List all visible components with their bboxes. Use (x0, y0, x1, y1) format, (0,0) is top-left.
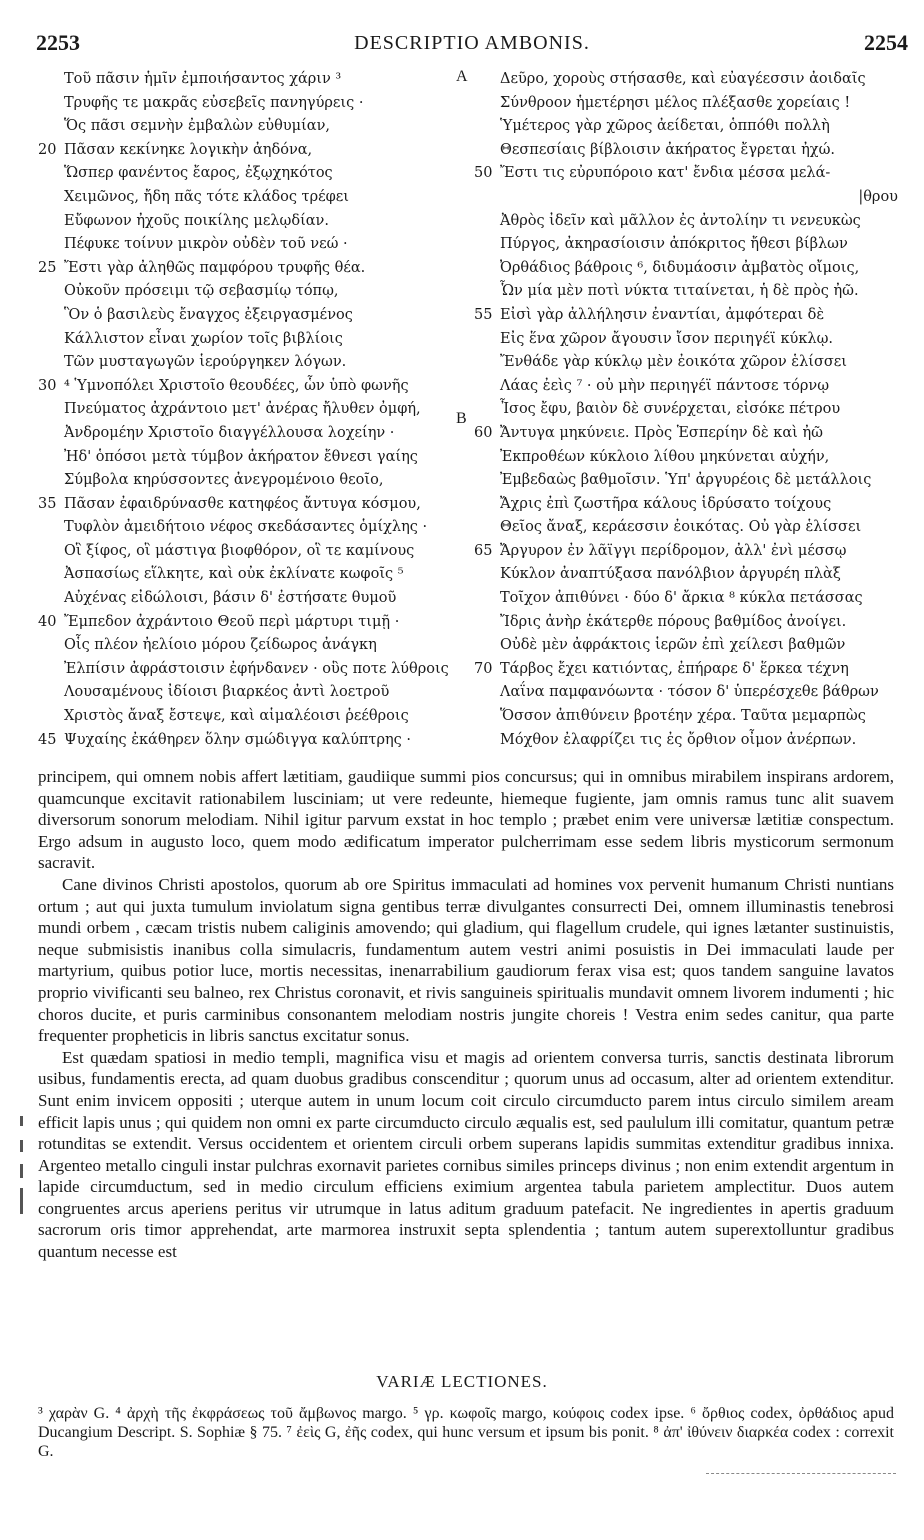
verse-line (474, 210, 904, 234)
verse-number: 40 (38, 613, 57, 630)
verse-text: Λάας ἐεὶς ⁷ · οὐ μὴν περιηγέϊ πάντοσε τόρνῳ (500, 377, 830, 394)
verse-number: 30 (38, 377, 57, 394)
page-number-right: 2254 (864, 30, 908, 55)
verse-text: Ἀθρὸς ἰδεῖν καὶ μᾶλλον ἐς ἀντολίην τι νενευκὼς (500, 212, 861, 229)
verse-text: Πέφυκε τοίνυν μικρὸν οὐδὲν τοῦ νεώ · (64, 236, 348, 253)
verse-text: Εἰς ἕνα χῶρον ἄγουσιν ἴσον περιηγέϊ κύκλῳ. (500, 330, 834, 347)
verse-line (38, 304, 458, 328)
verse-line (38, 563, 458, 587)
verse-line (474, 540, 904, 564)
latin-translation (38, 766, 894, 1263)
verse-text: Ἔστι γὰρ ἀληθῶς παμφόρου τρυφῆς θέα. (64, 259, 366, 276)
verse-text: Οἷς πλέον ἠελίοιο μόρου ζείδωρος ἀνάγκη (64, 637, 377, 654)
greek-column-right (474, 68, 904, 752)
verse-line (474, 139, 904, 163)
verse-text: Ἔστι τις εὐρυπόροιο κατ' ἔνδια μέσσα μελά- (500, 165, 831, 182)
verse-text: Ὅς πᾶσι σεμνὴν ἐμβαλὼν εὐθυμίαν, (64, 118, 330, 135)
verse-text: Κύκλον ἀναπτύξασα πανόλβιον ἀργυρέη πλὰξ (500, 566, 841, 583)
verse-text: Δεῦρο, χοροὺς στήσασθε, καὶ εὐαγέεσσιν ἀοιδαῖς (500, 71, 866, 87)
verse-line (474, 280, 904, 304)
verse-text: Ἠδ' ὁπόσοι μετὰ τύμβον ἀκήρατον ἔθνεσι γαίης (64, 448, 418, 465)
verse-line (38, 233, 458, 257)
verse-line (38, 493, 458, 517)
verse-text: Εὔφωνον ἠχοῦς ποικίλης μελῳδίαν. (64, 212, 329, 229)
verse-line (38, 422, 458, 446)
verse-number: 70 (474, 660, 493, 677)
verse-text: Σύνθροον ἡμετέρησι μέλος πλέξασθε χορείαις ! (500, 94, 851, 111)
verse-line (474, 563, 904, 587)
verse-number: 65 (474, 542, 493, 559)
verse-text: Τυφλὸν ἀμειδήτοιο νέφος σκεδάσαντες ὁμίχλης · (64, 519, 428, 536)
verse-line (474, 328, 904, 352)
page-header (36, 30, 908, 60)
page-number-left: 2253 (36, 30, 80, 55)
verse-line (38, 115, 458, 139)
verse-number: 45 (38, 731, 57, 748)
verse-text: Ἶσος ἔφυ, βαιὸν δὲ συνέρχεται, εἰσόκε πέτρου (500, 401, 841, 418)
running-title: DESCRIPTIO AMBONIS. (354, 32, 590, 54)
verse-line (474, 257, 904, 281)
verse-line (474, 186, 904, 210)
variae-lectiones-text: ³ χαρὰν G. ⁴ ἀρχὴ τῆς ἐκφράσεως τοῦ ἄμβωνος margo. ⁵ γρ. κωφοῖς margo, κούφοις codex ipse. ⁶ ὄρθιος codex, ὀρθάδιος apud Ducangium Descript. S. Sophiæ § 75. ⁷ ἐεὶς G, ἐῆς codex, qui hunc versum et ipsum bis ponit. ⁸ ἀπ' ἰθύνειν διαρκέα codex : correxit G. (38, 1405, 894, 1460)
verse-line (474, 68, 904, 92)
verse-line (38, 68, 458, 92)
verse-text: Οὐδὲ μὲν ἀφράκτοις ἱερῶν ἐπὶ χείλεσι βαθμῶν (500, 637, 846, 654)
verse-text: Ἔνθάδε γὰρ κύκλῳ μὲν ἐοικότα χῶρον ἑλίσσει (500, 354, 847, 371)
verse-line (474, 658, 904, 682)
verse-line (474, 375, 904, 399)
verse-line (474, 493, 904, 517)
latin-paragraph: principem, qui omnem nobis affert lætitiam, gaudiique summi pios concursus; qui in omnibus mirabilem inspirans ardorem, quamcunque excitavit rationabilem lusciniam; ut vere redeunte, hiemeque fugiente, jam omnis ramus tunc alit suavem diversorum sonorum melodiam. Nihil igitur parvum exstat in hoc templo ; præbet enim vere universæ lætitiæ conspectum. Ergo adsum in augusto loco, quem modo ædificatum imperator pulcherrimam esse sedem libris mysticorum sermonum sacravit. (38, 767, 894, 873)
verse-text: Ὃν ὁ βασιλεὺς ἔναγχος ἐξειργασμένος (64, 306, 353, 323)
verse-line (474, 634, 904, 658)
verse-text: Πύργος, ἀκηρασίοισιν ἀπόκριτος ἤθεσι βίβλων (500, 236, 848, 253)
verse-text: Μόχθον ἐλαφρίζει τις ἐς ὄρθιον οἶμον ἀνέρπων. (500, 731, 857, 748)
verse-text: Εἰσὶ γὰρ ἀλλήλησιν ἐναντίαι, ἀμφότεραι δὲ (500, 306, 825, 323)
verse-text: Χειμῶνος, ἤδη πᾶς τότε κλάδος τρέφει (64, 188, 349, 205)
verse-number: 55 (474, 306, 493, 323)
verse-line (38, 611, 458, 635)
verse-text: Λαΐνα παμφανόωντα · τόσον δ' ὑπερέσχεθε βάθρων (500, 684, 879, 701)
margin-letter-a: A (456, 68, 468, 85)
verse-text: Κάλλιστον εἶναι χωρίον τοῖς βιβλίοις (64, 330, 343, 347)
verse-line (474, 705, 904, 729)
verse-text: Ὥσπερ φανέντος ἔαρος, ἐξῳχηκότος (64, 165, 333, 182)
verse-line (474, 587, 904, 611)
verse-line (38, 328, 458, 352)
greek-column-left (38, 68, 458, 752)
verse-text: Ἄργυρον ἐν λᾶϊγγι περίδρομον, ἀλλ' ἐνὶ μέσσῳ (500, 542, 847, 559)
verse-line (38, 705, 458, 729)
verse-text: Ἀνδρομέην Χριστοῖο διαγγέλλουσα λοχείην · (64, 424, 395, 441)
verse-text: Τῶν μυσταγωγῶν ἱερούργηκεν λόγων. (64, 354, 347, 371)
verse-line (474, 92, 904, 116)
verse-line (38, 634, 458, 658)
verse-line (38, 587, 458, 611)
verse-text: Χριστὸς ἄναξ ἔστεψε, καὶ αἱμαλέοισι ῥεέθροις (64, 708, 409, 725)
verse-text: ⁴ Ὑμνοπόλει Χριστοῖο θεουδέες, ὧν ὑπὸ φωνῆς (64, 377, 409, 394)
verse-text: Ὧν μία μὲν ποτὶ νύκτα τιταίνεται, ἡ δὲ πρὸς ἠῶ. (500, 283, 859, 300)
verse-number: 25 (38, 259, 57, 276)
verse-line (38, 92, 458, 116)
margin-letter-b: B (456, 410, 467, 427)
footer-rule (706, 1473, 896, 1475)
verse-text: Ἐμβεδαὼς βαθμοῖσιν. Ὑπ' ἀργυρέοις δὲ μετάλλοις (500, 472, 872, 489)
verse-line (38, 469, 458, 493)
verse-line (38, 186, 458, 210)
verse-text: Ἄντυγα μηκύνειε. Πρὸς Ἑσπερίην δὲ καὶ ἠῶ (500, 424, 823, 441)
verse-text: |θρου (858, 188, 898, 205)
verse-text: Ἐλπίσιν ἀφράστοισιν ἐφήνδανεν · οὓς ποτε λύθροις (64, 660, 449, 677)
verse-text: Αὐχένας εἰδώλοισι, βάσιν δ' ἐστήσατε θυμοῦ (64, 590, 397, 607)
verse-line (474, 611, 904, 635)
verse-line (474, 422, 904, 446)
verse-line (38, 162, 458, 186)
verse-line (474, 233, 904, 257)
verse-line (38, 658, 458, 682)
verse-text: Ἐκπροθέων κύκλοιο λίθου μηκύνεται αὐχήν, (500, 448, 830, 465)
verse-text: Ὑμέτερος γὰρ χῶρος ἀείδεται, ὁππόθι πολλὴ (500, 118, 830, 135)
verse-number: 60 (474, 424, 493, 441)
verse-line (474, 446, 904, 470)
verse-text: Πᾶσαν ἐφαιδρύνασθε κατηφέος ἄντυγα κόσμου, (64, 495, 421, 512)
verse-text: Θεῖος ἄναξ, κεράεσσιν ἐοικότας. Οὐ γὰρ ἑλίσσει (500, 519, 862, 536)
latin-paragraph: Est quædam spatiosi in medio templi, magnifica visu et magis ad orientem conversa turris, sanctis destinata librorum usibus, fundamentis erecta, ad quam duobus gradibus conscenditur ; quorum unus ad occasum, alter ad orientem extenditur. Sunt enim invicem oppositi ; uterque autem in unum locum coit circulo circumducto parem intus circulo similem aream efficit lapis unus ; qui quidem non omni ex parte circumducto circulo æqualis est, sed paululum illi comitatur, quantum petræ rotunditas se extendit. Versus occidentem et orientem circuli orbem superans lapidis summitas extenditur gradibus innixa. Argenteo metallo cinguli instar pulchras exornavit parietes cornibus similes princeps divinus ; non enim extendit argentum in lapide circumductum, sed in medio circulum efficiens eximium argentea tabula parietem amplectitur. Duos autem congruentes arcus aperiens peritus vir utrumque in latus aditum graduum patefacit. Ne ingredientes in apertis graduum sacrorum oris timor apprehendat, arte marmorea instruxit septa splendentia ; tantum autem superextolluntur gradibus quantum necesse est (38, 1047, 894, 1262)
verse-number: 20 (38, 141, 57, 158)
verse-line (38, 398, 458, 422)
verse-line (38, 516, 458, 540)
verse-text: Ἔμπεδον ἀχράντοιο Θεοῦ περὶ μάρτυρι τιμῇ · (64, 613, 400, 630)
verse-line (38, 280, 458, 304)
verse-text: Ἄχρις ἐπὶ ζωστῆρα κάλους ἱδρύσατο τοίχους (500, 495, 832, 512)
verse-line (38, 375, 458, 399)
verse-number: 35 (38, 495, 57, 512)
verse-line (38, 446, 458, 470)
verse-text: Τρυφῆς τε μακρᾶς εὐσεβεῖς πανηγύρεις · (64, 94, 364, 111)
verse-text: Πᾶσαν κεκίνηκε λογικὴν ἀηδόνα, (64, 141, 313, 158)
verse-line (38, 139, 458, 163)
variae-lectiones-notes (38, 1404, 894, 1461)
verse-text: Θεσπεσίαις βίβλοισιν ἀκήρατος ἔγρεται ἠχώ. (500, 141, 836, 158)
verse-number: 50 (474, 165, 493, 182)
margin-bracket-mark (20, 1116, 24, 1216)
verse-text: Ἀσπασίως εἵλκητε, καὶ οὐκ ἐκλίνατε κωφοῖς ⁵ (64, 566, 404, 583)
verse-line (38, 257, 458, 281)
verse-text: Πνεύματος ἀχράντοιο μετ' ἀνέρας ἤλυθεν ὀμφή, (64, 401, 421, 418)
verse-text: Τοῖχον ἀπιθύνει · δύο δ' ἄρκια ⁸ κύκλα πετάσσας (500, 590, 863, 607)
verse-text: Ὀρθάδιος βάθροις ⁶, διδυμάοσιν ἀμβατὸς οἴμοις, (500, 259, 860, 276)
latin-paragraph: Cane divinos Christi apostolos, quorum ab ore Spiritus immaculati ad homines vox pervenit humanum Christi nuntians ortum ; aut qui juxta tumulum inviolatum signa gentibus terræ divulgantes consurrecti Dei, omnem illuminastis tenebrosi mundi orbem , cæcam tristis nubem caliginis amovendo; qui gladium, qui flagellum crudele, qui ignes lætanter sustinuistis, neque submisistis inanibus colla simulacris, fundamentum autem vestri animi posuistis in Dei immaculati laude per martyrium, quibus potior luce, mortis necessitas, inenarrabilium gaudiorum ferax visa est; quos tandem sanguine lavatos proprio vivificanti seu balneo, rex Christus coronavit, et rivis sanguineis spiritualis mundavit omnem livorem indumenti ; hic choros ducite, et puris carminibus consonantem melodiam nostris jungite choreis ! Vestra enim sedes canitur, qua parte frequenter propheticis in libris sanctus excitatur sonus. (38, 874, 894, 1046)
verse-text: Λουσαμένους ἰδίοισι βιαρκέος ἀντὶ λοετροῦ (64, 684, 390, 701)
verse-text: Οἳ ξίφος, οἳ μάστιγα βιοφθόρον, οἳ τε καμίνους (64, 542, 415, 559)
verse-line (474, 115, 904, 139)
verse-line (38, 351, 458, 375)
verse-text: Ψυχαίης ἐκάθηρεν ὅλην σμώδιγγα καλύπτρης · (64, 731, 412, 748)
verse-line (38, 540, 458, 564)
verse-line (474, 729, 904, 753)
verse-line (474, 516, 904, 540)
verse-line (38, 681, 458, 705)
verse-text: Τάρβος ἔχει κατιόντας, ἐπήραρε δ' ἕρκεα τέχνη (500, 660, 849, 677)
verse-line (474, 398, 904, 422)
verse-line (38, 729, 458, 753)
verse-text: Ὅσσον ἀπιθύνειν βροτέην χέρα. Ταῦτα μεμαρπὼς (500, 708, 866, 725)
verse-line (474, 351, 904, 375)
verse-text: Σύμβολα κηρύσσοντες ἀνεγρομένοιο θεοῖο, (64, 472, 384, 489)
verse-line (474, 469, 904, 493)
verse-text: Τοῦ πᾶσιν ἡμῖν ἐμποιήσαντος χάριν ³ (64, 71, 342, 87)
verse-text: Ἴδρις ἀνὴρ ἑκάτερθε πόρους βαθμίδος ἀνοίγει. (500, 613, 847, 630)
verse-text: Οὐκοῦν πρόσειμι τῷ σεβασμίῳ τόπῳ, (64, 283, 339, 300)
verse-line (38, 210, 458, 234)
verse-line (474, 681, 904, 705)
verse-line (474, 162, 904, 186)
verse-line (474, 304, 904, 328)
variae-lectiones-title: VARIÆ LECTIONES. (376, 1372, 548, 1391)
